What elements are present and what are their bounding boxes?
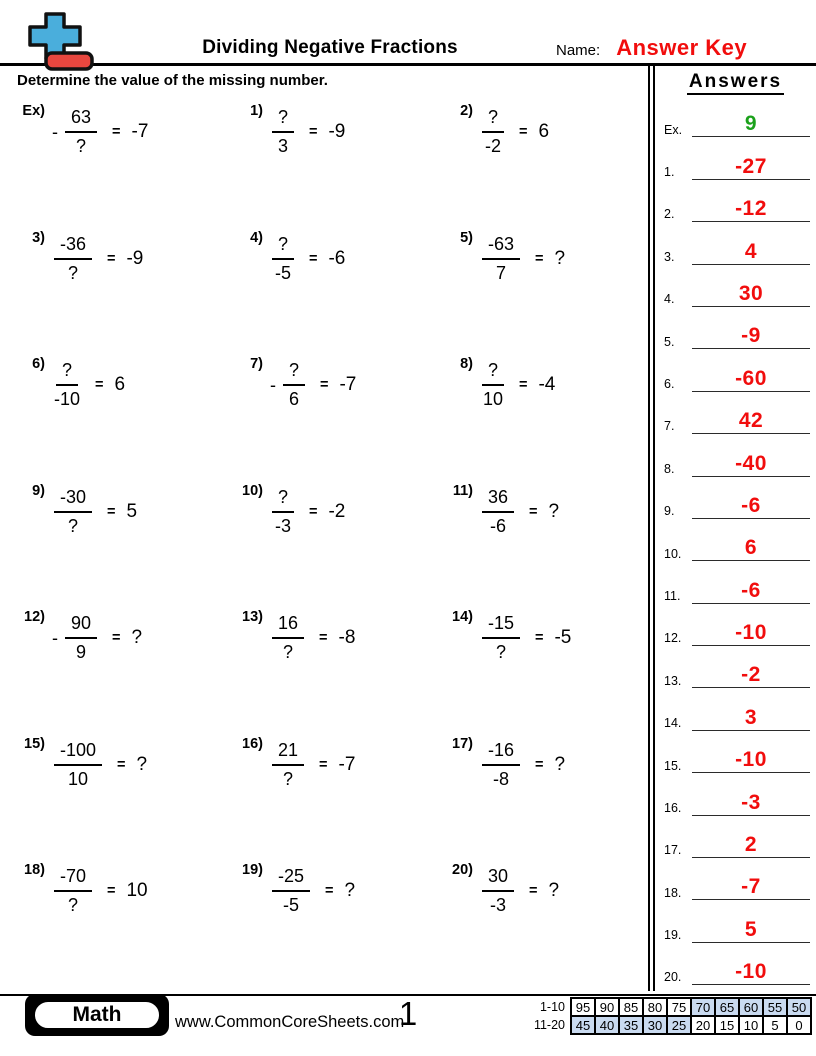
fraction-denominator: ? [283,642,294,662]
answer-blank-line [692,664,810,688]
score-cell: 85 [619,998,643,1016]
equals-sign: = [309,250,318,267]
answer-number-label: 5. [664,334,675,349]
answer-blank-line [692,198,810,222]
answer-blank-line [692,622,810,646]
answer-row-ex [655,98,816,140]
equals-sign: = [320,377,329,393]
answer-value: 2 [744,833,758,857]
answer-row-1 [655,140,816,182]
answer-blank-line [692,495,810,519]
problem-number-label: 18) [24,862,45,878]
score-cell: 75 [667,998,691,1016]
fraction [54,865,92,917]
fraction [272,865,310,917]
fraction [482,106,504,158]
fraction [272,612,304,664]
problem-result: ? [344,880,356,901]
fraction [482,486,514,538]
fraction [482,865,514,917]
answer-value: 42 [738,409,764,433]
answer-blank-line [692,707,810,731]
answers-heading [655,71,816,98]
answer-row-13 [655,649,816,691]
leading-minus-sign: - [52,121,58,142]
answer-blank-line [692,283,810,307]
problem-result: -5 [554,627,572,648]
score-cell: 25 [667,1016,691,1034]
answer-blank-line [692,919,810,943]
equals-sign: = [535,630,544,646]
problem-result: ? [548,880,560,901]
problem-result: 6 [538,121,550,142]
answer-blank-line [692,241,810,265]
equals-sign: = [519,124,528,140]
answer-value: 4 [744,239,758,263]
answer-number-label: 16. [664,800,682,815]
answer-number-label: 4. [664,292,675,307]
problem-number-label: 15) [24,735,45,752]
problem-result: ? [554,247,566,269]
score-row-1 [531,998,811,1016]
fraction-numerator: 30 [482,865,514,892]
problem-3 [14,230,232,288]
answer-row-6 [655,352,816,394]
fraction-denominator: -2 [485,136,502,156]
answer-number-label: 6. [664,376,675,391]
answer-row-9 [655,480,816,522]
fraction-numerator: 16 [272,612,304,639]
fraction [65,612,97,664]
problem-5 [442,230,648,288]
answer-blank-line [692,113,810,137]
answer-value: -3 [741,790,761,814]
problem-number-label: 19) [242,862,263,878]
problem-number-label: 11) [452,482,473,499]
answer-row-12 [655,607,816,649]
equals-sign: = [319,756,328,773]
fraction [54,233,92,285]
page-title: Dividing Negative Fractions [202,37,458,58]
answer-value: -2 [741,663,761,687]
fraction-denominator: ? [76,136,87,156]
answer-number-label: 12. [664,631,682,646]
subject-badge [25,994,169,1036]
answer-blank-line [692,580,810,604]
problem-result: -7 [131,121,149,142]
fraction-denominator: 7 [496,262,507,283]
answer-blank-line [692,453,810,477]
equals-sign: = [107,883,116,899]
fraction [272,486,294,538]
problem-ex [14,103,232,161]
problem-result: -6 [328,247,346,269]
fraction-denominator: ? [283,768,294,789]
equals-sign: = [112,124,121,140]
fraction [272,233,294,285]
fraction [65,106,97,158]
answer-value: -60 [735,366,767,390]
problem-result: -4 [538,374,556,395]
worksheet-footer [0,994,816,1056]
problem-result: ? [136,753,148,775]
fraction-numerator: -70 [54,865,92,892]
problem-15 [14,736,232,794]
problems-grid [0,96,648,982]
equals-sign: = [529,503,538,520]
answer-number-label: 13. [664,673,682,688]
fraction-numerator: 21 [272,739,304,766]
fraction-denominator: 3 [278,136,289,156]
problem-9 [14,483,232,541]
instruction-text: Determine the value of the missing number. [17,72,328,89]
fraction-numerator: ? [482,106,504,133]
leading-minus-sign: - [270,374,276,395]
problem-8 [442,356,648,414]
score-cell: 95 [571,998,595,1016]
fraction-denominator: 10 [68,768,89,789]
problem-number-label: 14) [452,609,473,625]
fraction-numerator: ? [272,233,294,260]
answer-number-label: 3. [664,249,675,264]
equals-sign: = [319,630,328,646]
problem-20 [442,862,648,920]
problem-number-label: 5) [460,229,473,246]
answer-row-19 [655,903,816,945]
score-cell: 55 [763,998,787,1016]
score-cell: 30 [643,1016,667,1034]
problem-result: -8 [338,627,356,648]
answer-row-7 [655,395,816,437]
answer-blank-line [692,961,810,985]
fraction-numerator: -16 [482,739,520,766]
answer-value: -40 [735,451,767,475]
answer-value: 30 [738,281,764,305]
equals-sign: = [519,377,528,393]
problem-13 [232,609,442,667]
fraction-numerator: ? [272,106,294,133]
problem-result: ? [131,627,143,648]
answers-list [655,98,816,988]
score-cell: 35 [619,1016,643,1034]
answer-row-5 [655,310,816,352]
score-cell: 80 [643,998,667,1016]
problem-result: -9 [126,247,144,269]
answer-row-14 [655,691,816,733]
commoncoresheets-logo [26,12,94,74]
problem-18 [14,862,232,920]
answer-key-label: Answer Key [616,35,748,60]
problem-number-label: 9) [32,482,45,499]
answer-number-label: 7. [664,419,675,434]
answer-blank-line [692,325,810,349]
answer-blank-line [692,410,810,434]
score-cell: 20 [691,1016,715,1034]
answer-value: 5 [744,917,758,941]
fraction [283,359,305,411]
fraction-numerator: -25 [272,865,310,892]
score-row-1-label: 1-10 [531,998,571,1016]
problem-result: 10 [126,880,148,901]
problem-number-label: 3) [32,229,45,246]
problem-number-label: 2) [460,103,473,119]
problem-number-label: 8) [460,356,473,372]
fraction-numerator: ? [283,359,305,386]
fraction-numerator: -15 [482,612,520,639]
problem-2 [442,103,648,161]
answer-number-label: 9. [664,504,675,519]
problem-number-label: 16) [242,735,263,752]
problem-14 [442,609,648,667]
fraction-denominator: ? [68,895,79,915]
answer-blank-line [692,537,810,561]
fraction-denominator: 9 [76,642,87,662]
answer-number-label: 20. [664,970,682,985]
answer-value: -10 [735,960,767,984]
answer-number-label: 19. [664,928,682,943]
worksheet-header [0,0,816,66]
score-cell: 65 [715,998,739,1016]
problem-result: -7 [339,374,357,395]
score-cell: 40 [595,1016,619,1034]
answer-row-2 [655,183,816,225]
answer-number-label: 11. [664,588,681,603]
problem-number-label: 20) [452,862,473,878]
page-number: 1 [398,995,418,1032]
equals-sign: = [107,250,116,267]
answer-row-15 [655,734,816,776]
fraction [54,486,92,538]
fraction [482,233,520,285]
problem-result: -7 [338,753,356,775]
problem-11 [442,483,648,541]
fraction-numerator: -63 [482,233,520,260]
score-table [531,997,812,1035]
fraction [482,612,520,664]
answers-column [648,66,816,991]
subject-badge-label: Math [33,1000,161,1030]
fraction [272,739,304,791]
answer-number-label: Ex. [664,122,683,137]
score-cell: 0 [787,1016,811,1034]
answer-value: -10 [735,748,767,772]
fraction-denominator: -8 [493,768,510,789]
answer-row-11 [655,564,816,606]
answer-blank-line [692,876,810,900]
minus-icon [46,53,92,69]
fraction-denominator: -10 [54,389,81,409]
leading-minus-sign: - [52,627,58,648]
main-content [0,66,816,991]
answer-blank-line [692,792,810,816]
answer-value: -6 [741,493,761,517]
answer-number-label: 8. [664,461,675,476]
fraction [54,359,80,411]
answer-row-4 [655,268,816,310]
answer-value: 3 [744,705,758,729]
answer-blank-line [692,156,810,180]
problem-number-label: 13) [242,609,263,625]
answer-row-17 [655,819,816,861]
answer-value: 6 [744,536,758,560]
fraction-denominator: -5 [275,262,292,283]
problem-number-label: 10) [242,482,263,499]
fraction-denominator: 6 [289,389,300,409]
answer-row-8 [655,437,816,479]
equals-sign: = [309,503,318,520]
answer-blank-line [692,749,810,773]
score-row-2 [531,1016,811,1034]
problem-number-label: 7) [250,356,263,372]
answer-row-18 [655,861,816,903]
equals-sign: = [309,124,318,140]
problem-result: -2 [328,500,346,522]
fraction-numerator: 90 [65,612,97,639]
answer-number-label: 15. [664,758,682,773]
problem-result: 5 [126,500,138,522]
answer-number-label: 2. [664,207,675,222]
answer-number-label: 18. [664,885,682,900]
problem-17 [442,736,648,794]
problem-number-label: 4) [250,229,263,246]
answer-blank-line [692,368,810,392]
problem-number-label: Ex) [22,103,45,119]
answer-number-label: 1. [664,165,675,180]
equals-sign: = [117,756,126,773]
equals-sign: = [529,883,538,899]
answer-row-16 [655,776,816,818]
score-cell: 60 [739,998,763,1016]
problem-result: -9 [328,121,346,142]
problem-number-label: 17) [452,735,473,752]
fraction-numerator: ? [56,359,78,386]
problem-number-label: 6) [32,356,45,372]
score-cell: 5 [763,1016,787,1034]
answer-value: 9 [744,112,758,136]
fraction-numerator: ? [272,486,294,513]
problem-1 [232,103,442,161]
equals-sign: = [107,503,116,520]
score-cell: 10 [739,1016,763,1034]
problem-number-label: 12) [24,609,45,625]
problem-4 [232,230,442,288]
answer-value: -9 [741,324,761,348]
fraction-numerator: ? [482,359,504,386]
fraction-denominator: ? [68,515,79,536]
fraction-denominator: -3 [490,895,507,915]
score-cell: 15 [715,1016,739,1034]
answer-value: -7 [741,875,761,899]
problems-area [0,66,648,991]
equals-sign: = [325,883,334,899]
answers-heading-text: Answers [687,71,784,95]
fraction [272,106,294,158]
fraction [54,739,102,791]
answer-value: -12 [735,197,767,221]
equals-sign: = [535,756,544,773]
answer-number-label: 14. [664,716,682,731]
equals-sign: = [535,250,544,267]
name-area [556,35,747,61]
problem-19 [232,862,442,920]
answer-row-10 [655,522,816,564]
answer-row-20 [655,946,816,988]
fraction-numerator: 36 [482,486,514,513]
name-label: Name: [556,42,601,59]
answer-number-label: 17. [664,843,682,858]
score-row-2-label: 11-20 [531,1016,571,1034]
score-cell: 70 [691,998,715,1016]
fraction-numerator: -36 [54,233,92,260]
problem-number-label: 1) [250,103,263,119]
problem-10 [232,483,442,541]
equals-sign: = [112,630,121,646]
answer-blank-line [692,834,810,858]
problem-7 [232,356,442,414]
problem-16 [232,736,442,794]
fraction-numerator: 63 [65,106,97,133]
answer-value: -10 [735,621,767,645]
score-cell: 90 [595,998,619,1016]
fraction [482,359,504,411]
problem-6 [14,356,232,414]
answer-value: -27 [735,154,767,178]
score-cell: 45 [571,1016,595,1034]
fraction-denominator: -3 [275,515,292,536]
fraction-denominator: 10 [482,389,504,409]
answer-value: -6 [741,578,761,602]
answer-number-label: 10. [664,546,682,561]
fraction-denominator: ? [68,262,79,283]
answer-row-3 [655,225,816,267]
problem-result: ? [554,753,566,775]
fraction-denominator: -6 [490,515,507,536]
equals-sign: = [95,377,104,393]
fraction-denominator: ? [496,642,507,662]
fraction [482,739,520,791]
problem-result: 6 [114,374,126,395]
fraction-numerator: -30 [54,486,92,513]
fraction-denominator: -5 [283,895,300,915]
score-cell: 50 [787,998,811,1016]
fraction-numerator: -100 [54,739,102,766]
problem-result: ? [548,500,560,522]
problem-12 [14,609,232,667]
website-url: www.CommonCoreSheets.com [175,1013,405,1031]
